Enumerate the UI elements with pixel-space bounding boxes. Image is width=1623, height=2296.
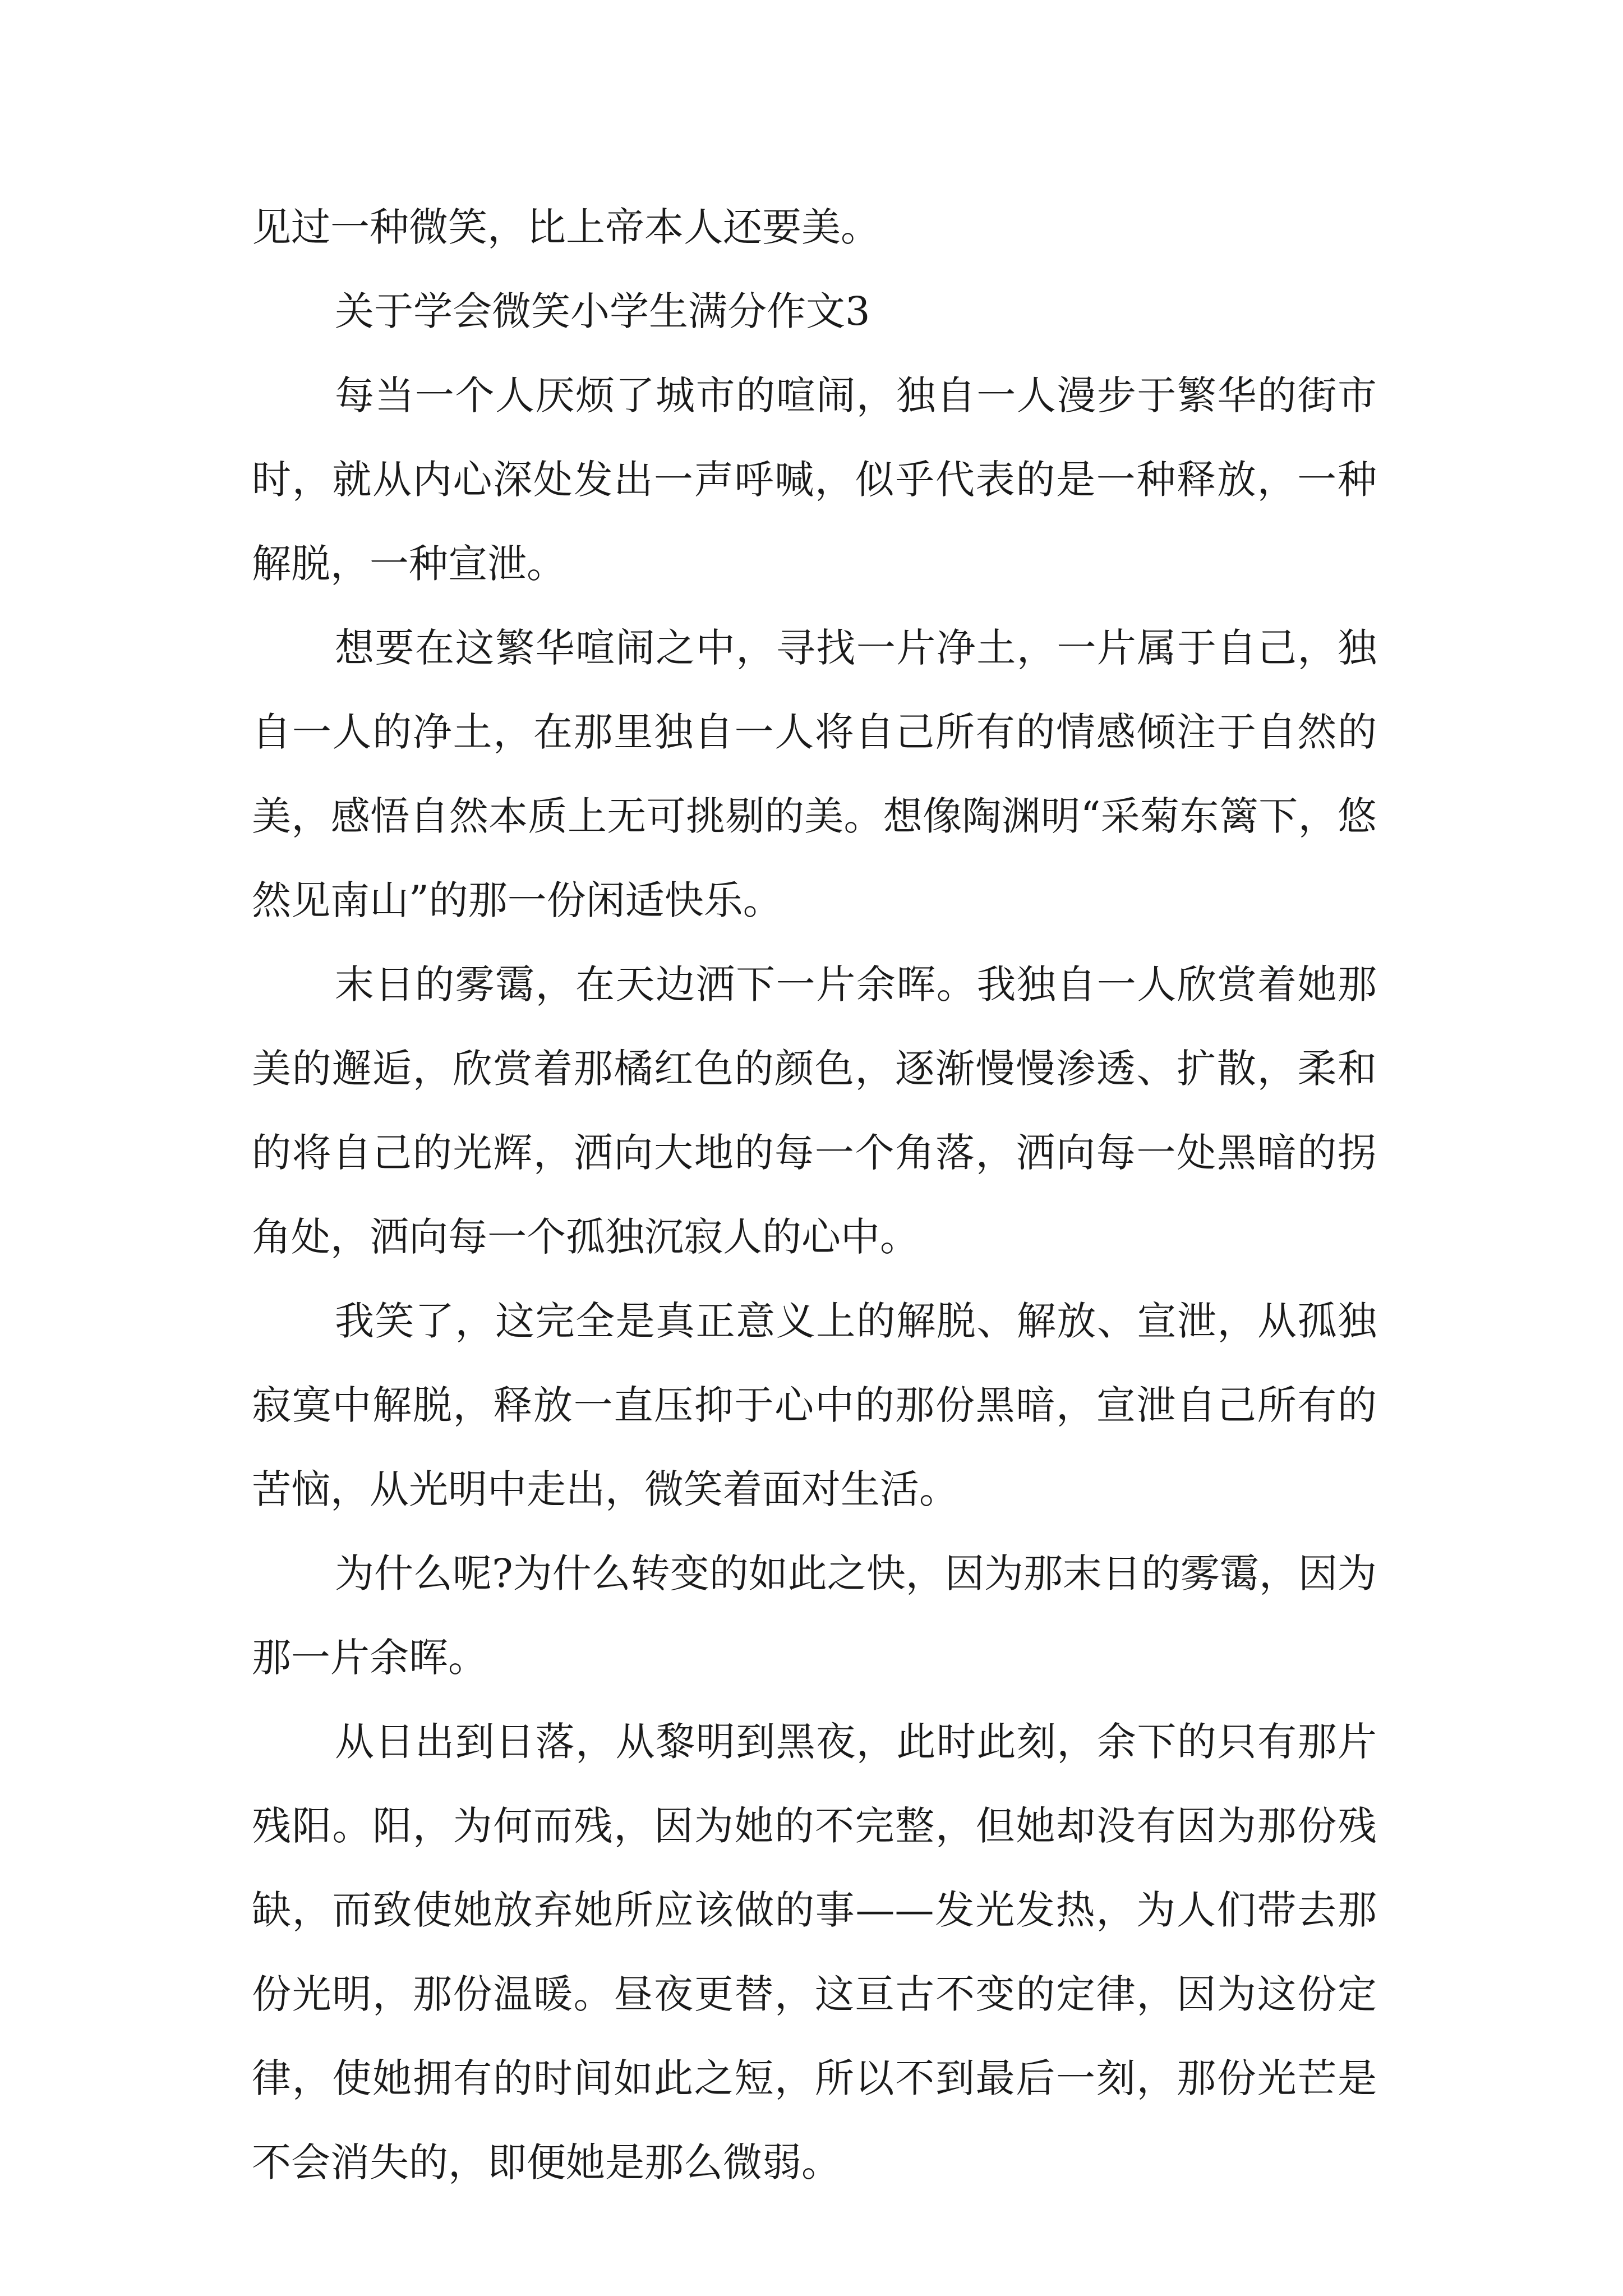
paragraph: 为什么呢?为什么转变的如此之快，因为那末日的雾霭，因为那一片余晖。 xyxy=(252,1550,1377,1681)
essay-title: 关于学会微笑小学生满分作文3 xyxy=(335,288,870,334)
paragraph: 想要在这繁华喧闹之中，寻找一片净土，一片属于自己，独自一人的净土，在那里独自一人将自己所有的情感倾注于自然的美，感悟自然本质上无可挑剔的美。想像陶渊明“采菊东篱下，悠然见南山”的那一份闲适快乐。 xyxy=(252,625,1377,923)
paragraph: 从日出到日落，从黎明到黑夜，此时此刻，余下的只有那片残阳。阳，为何而残，因为她的不完整，但她却没有因为那份残缺，而致使她放弃她所应该做的事——发光发热，为人们带去那份光明，那份温暖。昼夜更替，这亘古不变的定律，因为这份定律，使她拥有的时间如此之短，所以不到最后一刻，那份光芒是不会消失的，即便她是那么微弱。 xyxy=(252,1719,1377,2185)
document-body xyxy=(252,185,1377,2205)
paragraph: 末日的雾霭，在天边洒下一片余晖。我独自一人欣赏着她那美的邂逅，欣赏着那橘红色的颜色，逐渐慢慢渗透、扩散，柔和的将自己的光辉，洒向大地的每一个角落，洒向每一处黑暗的拐角处，洒向每一个孤独沉寂人的心中。 xyxy=(252,961,1377,1260)
paragraph-continued: 见过一种微笑，比上帝本人还要美。 xyxy=(252,204,880,250)
paragraph: 我笑了，这完全是真正意义上的解脱、解放、宣泄，从孤独寂寞中解脱，释放一直压抑于心中的那份黑暗，宣泄自己所有的苦恼，从光明中走出，微笑着面对生活。 xyxy=(252,1298,1377,1512)
paragraph: 每当一个人厌烦了城市的喧闹，独自一人漫步于繁华的街市时，就从内心深处发出一声呼喊，似乎代表的是一种释放，一种解脱，一种宣泄。 xyxy=(252,372,1377,587)
